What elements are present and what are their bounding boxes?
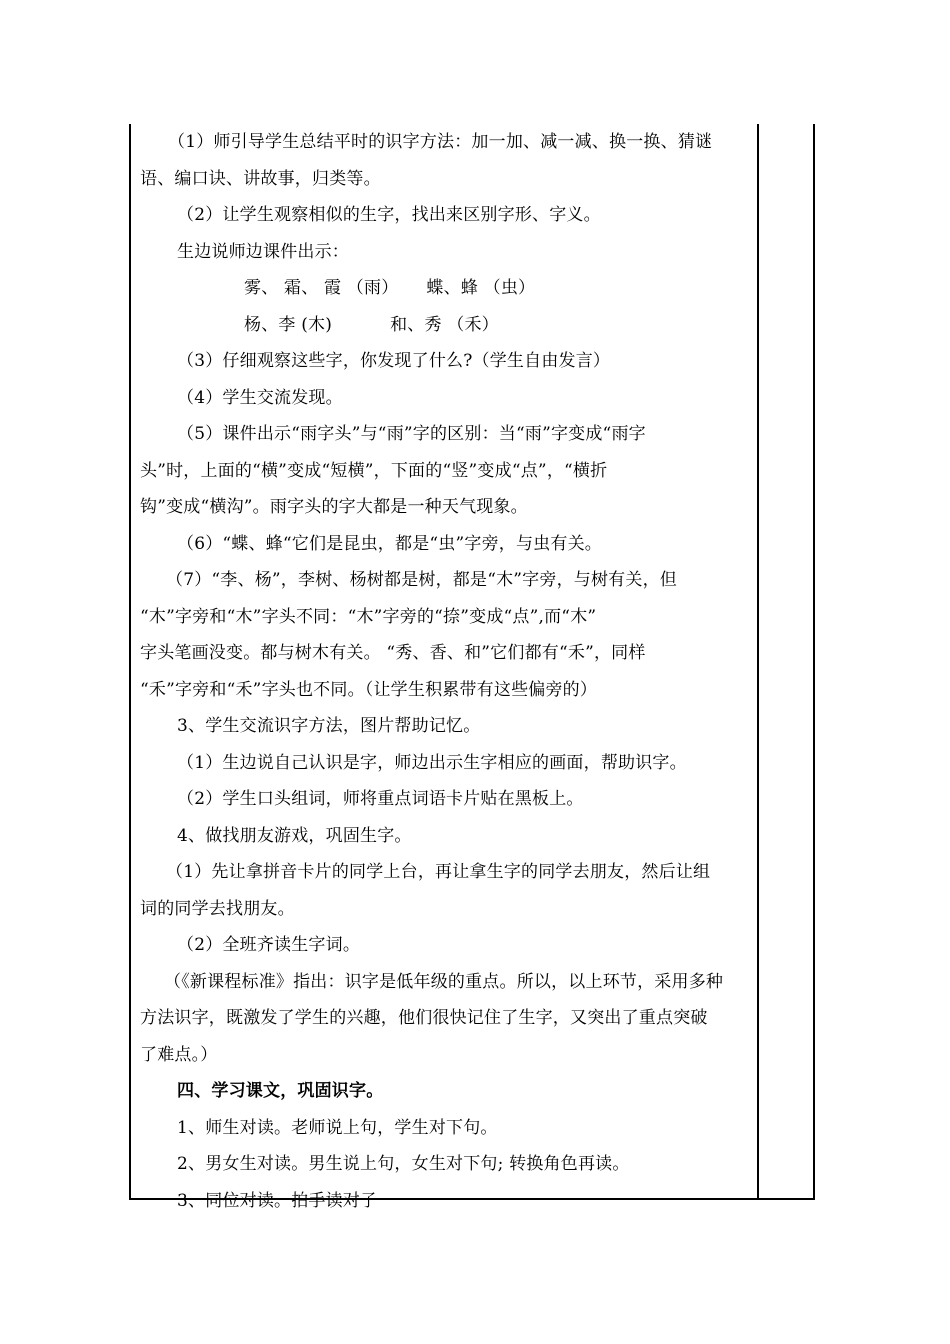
paragraph: “木”字旁和“木”字头不同：“木”字旁的“捺”变成“点”,而“木” (140, 606, 597, 627)
example-grain-radical: 和、秀 （禾） (390, 314, 499, 335)
example-insect-radical: 蝶、蜂 （虫） (426, 278, 536, 298)
paragraph: （《新课程标准》指出：识字是低年级的重点。所以，以上环节，采用多种 (164, 971, 724, 992)
paragraph: （5）课件出示“雨字头”与“雨”字的区别：当“雨”字变成“雨字 (177, 424, 646, 444)
paragraph: （7）“李、杨”，李树、杨树都是树，都是“木”字旁，与树有关，但 (166, 570, 677, 590)
example-wood-radical: 杨、李 (木) (244, 314, 333, 335)
paragraph: 词的同学去找朋友。 (140, 898, 295, 919)
table-left-border (129, 124, 131, 1200)
paragraph: 2、男女生对读。男生说上句，女生对下句; 转换角色再读。 (177, 1154, 630, 1174)
paragraph: “禾”字旁和“禾”字头也不同。（让学生积累带有这些偏旁的） (140, 679, 598, 700)
paragraph: （1）先让拿拼音卡片的同学上台，再让拿生字的同学去朋友，然后让组 (166, 862, 711, 882)
example-row-2 (140, 307, 752, 344)
table-column-divider (757, 124, 759, 1200)
paragraph: 语、编口诀、讲故事，归类等。 (140, 168, 381, 189)
paragraph: （3）仔细观察这些字，你发现了什么?（学生自由发言） (177, 351, 611, 371)
paragraph: 3、学生交流识字方法，图片帮助记忆。 (177, 716, 481, 736)
paragraph: （2）让学生观察相似的生字，找出来区别字形、字义。 (177, 205, 601, 225)
paragraph: （1）生边说自己认识是字，师边出示生字相应的画面，帮助识字。 (177, 752, 687, 773)
paragraph: 字头笔画没变。都与树木有关。 “秀、香、和”它们都有“禾”，同样 (140, 643, 646, 663)
paragraph: （2）学生口头组词，师将重点词语卡片贴在黑板上。 (177, 789, 584, 809)
paragraph: （1）师引导学生总结平时的识字方法：加一加、减一减、换一换、猜谜 (168, 132, 713, 152)
paragraph: 3、同位对读。拍手读对子 (177, 1190, 378, 1211)
paragraph: 方法识字，既激发了学生的兴趣，他们很快记住了生字，又突出了重点突破 (140, 1008, 708, 1028)
paragraph: 钩”变成“横沟”。雨字头的字大都是一种天气现象。 (140, 497, 528, 517)
example-row-1 (140, 270, 752, 307)
lesson-content-cell (140, 124, 752, 1219)
paragraph: （2）全班齐读生字词。 (177, 935, 361, 955)
paragraph: 1、师生对读。老师说上句，学生对下句。 (177, 1117, 498, 1138)
paragraph: 了难点。） (140, 1044, 218, 1065)
example-rain-radical: 雾、 霜、 霞 （雨） (244, 278, 399, 298)
table-right-border (813, 124, 815, 1200)
paragraph: 生边说师边课件出示： (177, 241, 349, 262)
paragraph: （4）学生交流发现。 (177, 387, 343, 408)
paragraph: 头”时，上面的“横”变成“短横”，下面的“竖”变成“点”，“横折 (140, 460, 608, 481)
paragraph: 4、做找朋友游戏，巩固生字。 (177, 825, 412, 846)
paragraph: （6）“蝶、蜂“它们是昆虫，都是“虫”字旁，与虫有关。 (177, 533, 602, 554)
section-heading: 四、学习课文，巩固识字。 (177, 1081, 384, 1101)
